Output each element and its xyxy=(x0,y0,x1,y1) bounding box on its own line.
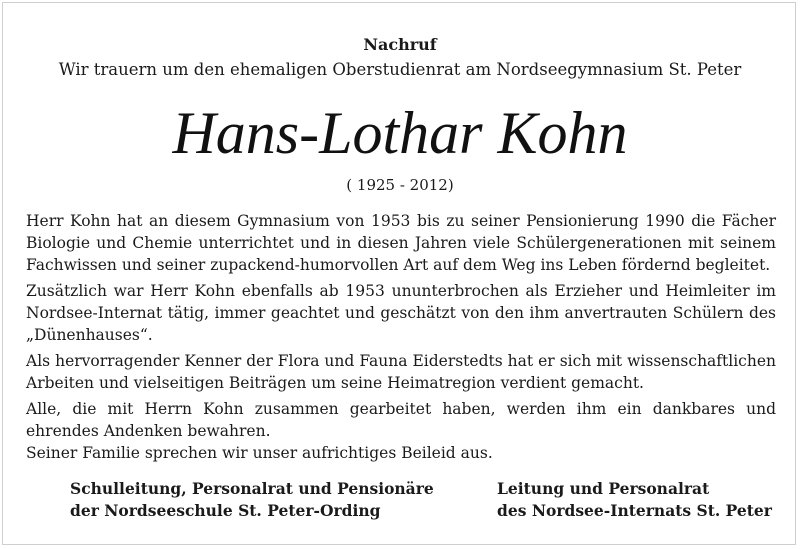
paragraph-remembrance: Alle, die mit Herrn Kohn zusammen gearbeitet haben, werden ihm ein dankbares und ehrendes Andenken bewahren. xyxy=(26,400,776,440)
signature-school xyxy=(70,478,434,522)
deceased-name: Hans-Lothar Kohn xyxy=(172,100,628,166)
notice-intro: Wir trauern um den ehemaligen Oberstudienrat am Nordseegymnasium St. Peter xyxy=(58,60,742,79)
notice-body xyxy=(26,210,776,468)
paragraph-condolence: Seiner Familie sprechen wir unser aufrichtiges Beileid aus. xyxy=(26,444,493,462)
paragraph-career: Herr Kohn hat an diesem Gymnasium von 1953 bis zu seiner Pensionierung 1990 die Fächer Biologie und Chemie unterrichtet und in diesen Jahren viele Schülergenerationen mit seinem Fachwissen und seiner zupackend-humorvollen Art auf dem Weg ins Leben fördernd begleitet. xyxy=(26,212,776,274)
paragraph-internat: Zusätzlich war Herr Kohn ebenfalls ab 1953 ununterbrochen als Erzieher und Heimleiter im Nordsee-Internat tätig, immer geachtet und geschätzt von den ihm anvertrauten Schülern des „Dünenhauses“. xyxy=(26,282,776,344)
notice-heading: Nachruf xyxy=(363,35,437,54)
signature-internat xyxy=(497,478,772,522)
signature-internat-line-2: des Nordsee-Internats St. Peter xyxy=(497,501,772,520)
paragraph-research: Als hervorragender Kenner der Flora und Fauna Eiderstedts hat er sich mit wissenschaftlichen Arbeiten und vielseitigen Beiträgen um seine Heimatregion verdient gemacht. xyxy=(26,352,776,392)
life-dates: ( 1925 - 2012) xyxy=(346,176,454,194)
signature-school-line-2: der Nordseeschule St. Peter-Ording xyxy=(70,501,381,520)
signature-school-line-1: Schulleitung, Personalrat und Pensionäre xyxy=(70,479,434,498)
signature-internat-line-1: Leitung und Personalrat xyxy=(497,479,710,498)
